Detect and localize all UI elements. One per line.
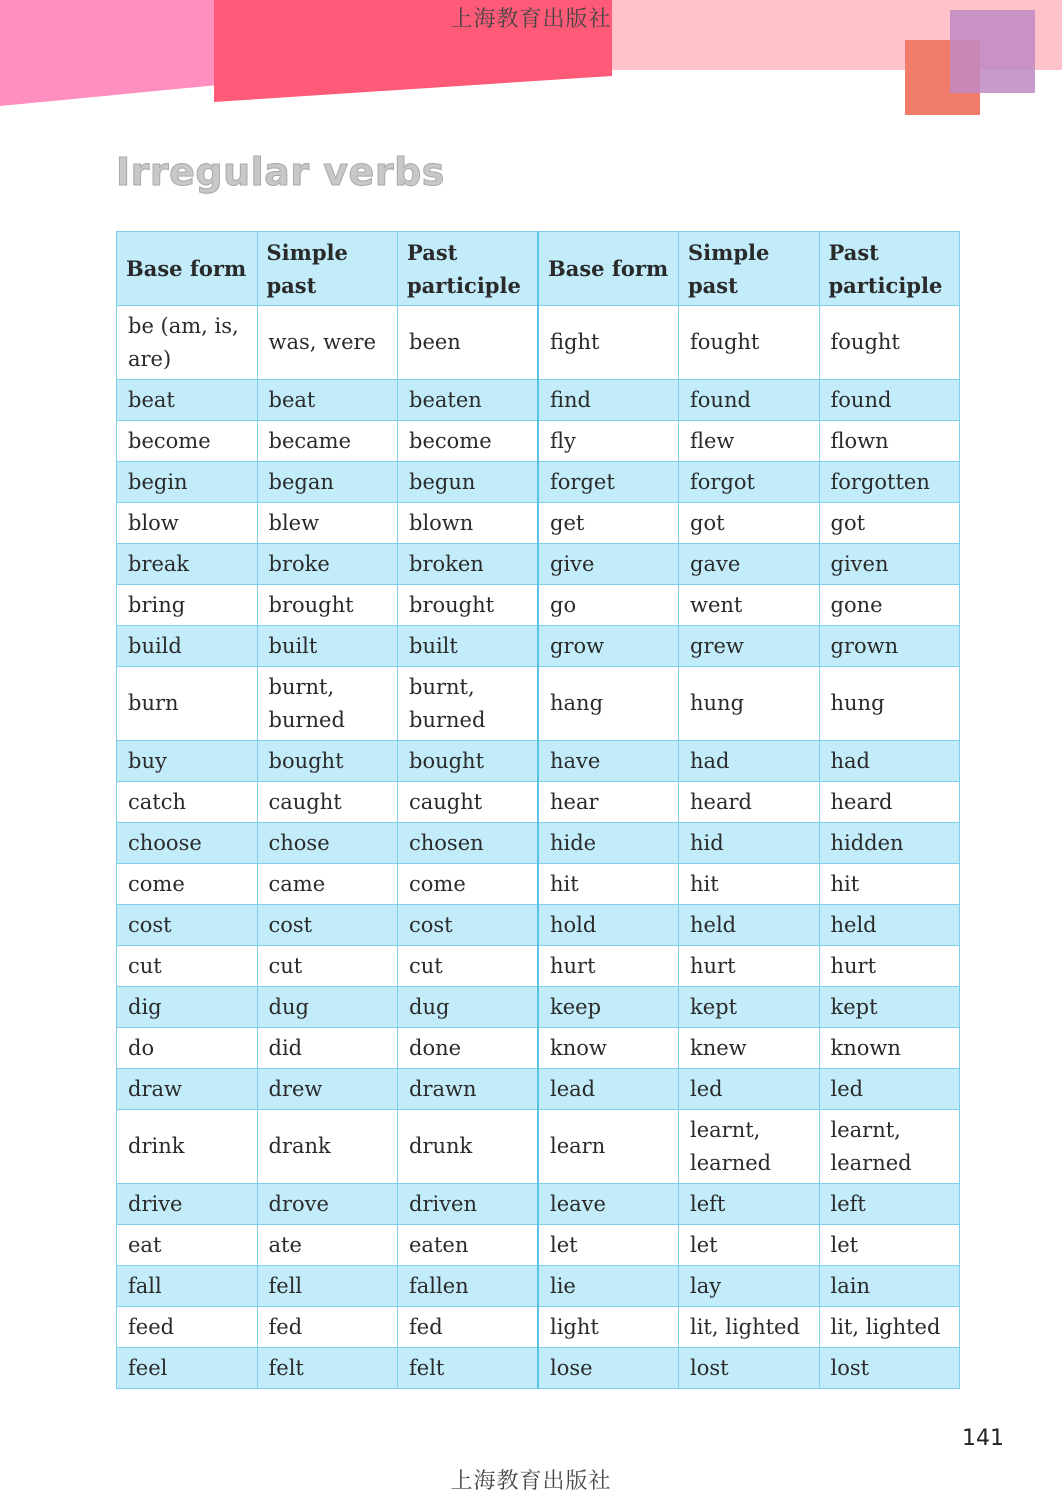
table-cell: cut	[257, 946, 398, 987]
table-cell: lit, lighted	[819, 1307, 960, 1348]
table-cell: ate	[257, 1225, 398, 1266]
table-cell: burn	[117, 667, 258, 741]
page-number: 141	[962, 1426, 1004, 1451]
table-cell: hit	[819, 864, 960, 905]
table-row	[117, 585, 960, 626]
table-cell: felt	[257, 1348, 398, 1389]
table-cell: drink	[117, 1110, 258, 1184]
table-cell: chosen	[398, 823, 539, 864]
table-row	[117, 905, 960, 946]
header-past-participle-2: Past participle	[819, 232, 960, 306]
table-cell: choose	[117, 823, 258, 864]
table-cell: fall	[117, 1266, 258, 1307]
table-row	[117, 380, 960, 421]
table-cell: became	[257, 421, 398, 462]
header-simple-past: Simple past	[257, 232, 398, 306]
table-row	[117, 1307, 960, 1348]
table-cell: fought	[819, 306, 960, 380]
table-cell: cut	[117, 946, 258, 987]
table-cell: done	[398, 1028, 539, 1069]
table-cell: beaten	[398, 380, 539, 421]
table-row	[117, 626, 960, 667]
table-cell: fly	[538, 421, 679, 462]
table-cell: do	[117, 1028, 258, 1069]
table-cell: hit	[679, 864, 820, 905]
table-row	[117, 987, 960, 1028]
table-cell: broken	[398, 544, 539, 585]
table-cell: drive	[117, 1184, 258, 1225]
table-cell: build	[117, 626, 258, 667]
publisher-watermark-top: 上海教育出版社	[450, 7, 612, 32]
table-cell: grew	[679, 626, 820, 667]
irregular-verbs-table	[116, 231, 960, 1389]
table-cell: beat	[257, 380, 398, 421]
table-cell: hung	[679, 667, 820, 741]
table-cell: eat	[117, 1225, 258, 1266]
table-cell: feel	[117, 1348, 258, 1389]
table-cell: hurt	[679, 946, 820, 987]
table-cell: let	[679, 1225, 820, 1266]
table-cell: learn	[538, 1110, 679, 1184]
table-cell: drank	[257, 1110, 398, 1184]
table-cell: led	[679, 1069, 820, 1110]
table-cell: dug	[398, 987, 539, 1028]
table-cell: give	[538, 544, 679, 585]
table-cell: bring	[117, 585, 258, 626]
table-row	[117, 667, 960, 741]
table-cell: flew	[679, 421, 820, 462]
publisher-watermark-bottom: 上海教育出版社	[450, 1469, 612, 1494]
table-cell: brought	[257, 585, 398, 626]
table-cell: hold	[538, 905, 679, 946]
table-cell: leave	[538, 1184, 679, 1225]
table-cell: fallen	[398, 1266, 539, 1307]
header-base-form-2: Base form	[538, 232, 679, 306]
table-cell: lost	[819, 1348, 960, 1389]
table-cell: blown	[398, 503, 539, 544]
table-cell: fed	[398, 1307, 539, 1348]
table-cell: caught	[257, 782, 398, 823]
table-cell: lay	[679, 1266, 820, 1307]
table-body	[117, 306, 960, 1389]
table-cell: dig	[117, 987, 258, 1028]
table-cell: had	[819, 741, 960, 782]
table-cell: dug	[257, 987, 398, 1028]
table-row	[117, 1225, 960, 1266]
table-cell: let	[819, 1225, 960, 1266]
table-cell: hang	[538, 667, 679, 741]
table-cell: bought	[398, 741, 539, 782]
table-cell: built	[257, 626, 398, 667]
table-cell: came	[257, 864, 398, 905]
table-cell: built	[398, 626, 539, 667]
table-row	[117, 946, 960, 987]
table-cell: lead	[538, 1069, 679, 1110]
table-cell: let	[538, 1225, 679, 1266]
table-cell: lie	[538, 1266, 679, 1307]
table-cell: catch	[117, 782, 258, 823]
table-cell: fell	[257, 1266, 398, 1307]
table-cell: lose	[538, 1348, 679, 1389]
page-title: Irregular verbs	[116, 150, 445, 194]
table-cell: went	[679, 585, 820, 626]
header-base-form: Base form	[117, 232, 258, 306]
table-cell: given	[819, 544, 960, 585]
table-cell: found	[819, 380, 960, 421]
table-cell: drawn	[398, 1069, 539, 1110]
table-row	[117, 1184, 960, 1225]
table-cell: led	[819, 1069, 960, 1110]
table-cell: feed	[117, 1307, 258, 1348]
table-row	[117, 823, 960, 864]
header-past-participle: Past participle	[398, 232, 539, 306]
table-cell: was, were	[257, 306, 398, 380]
table-cell: hung	[819, 667, 960, 741]
header-simple-past-2: Simple past	[679, 232, 820, 306]
table-cell: keep	[538, 987, 679, 1028]
table-cell: had	[679, 741, 820, 782]
table-cell: caught	[398, 782, 539, 823]
table-cell: did	[257, 1028, 398, 1069]
table-cell: lain	[819, 1266, 960, 1307]
table-cell: buy	[117, 741, 258, 782]
table-cell: lost	[679, 1348, 820, 1389]
table-cell: blew	[257, 503, 398, 544]
table-cell: fight	[538, 306, 679, 380]
table-header-row	[117, 232, 960, 306]
table-row	[117, 421, 960, 462]
table-row	[117, 1110, 960, 1184]
table-cell: gave	[679, 544, 820, 585]
table-cell: beat	[117, 380, 258, 421]
table-cell: find	[538, 380, 679, 421]
table-cell: hide	[538, 823, 679, 864]
table-cell: fought	[679, 306, 820, 380]
table-cell: get	[538, 503, 679, 544]
table-cell: flown	[819, 421, 960, 462]
table-cell: cost	[257, 905, 398, 946]
table-cell: held	[679, 905, 820, 946]
table-cell: break	[117, 544, 258, 585]
table-cell: cut	[398, 946, 539, 987]
table-cell: forgotten	[819, 462, 960, 503]
table-cell: been	[398, 306, 539, 380]
table-cell: grow	[538, 626, 679, 667]
table-cell: cost	[117, 905, 258, 946]
table-cell: got	[819, 503, 960, 544]
table-row	[117, 741, 960, 782]
table-cell: found	[679, 380, 820, 421]
table-cell: kept	[819, 987, 960, 1028]
table-row	[117, 544, 960, 585]
table-row	[117, 782, 960, 823]
table-row	[117, 1069, 960, 1110]
table-cell: know	[538, 1028, 679, 1069]
table-cell: learnt, learned	[679, 1110, 820, 1184]
table-cell: become	[117, 421, 258, 462]
table-row	[117, 503, 960, 544]
table-row	[117, 462, 960, 503]
table-cell: light	[538, 1307, 679, 1348]
table-cell: blow	[117, 503, 258, 544]
table-cell: fed	[257, 1307, 398, 1348]
table-cell: forgot	[679, 462, 820, 503]
table-cell: draw	[117, 1069, 258, 1110]
table-cell: come	[398, 864, 539, 905]
table-cell: hit	[538, 864, 679, 905]
table-cell: go	[538, 585, 679, 626]
table-cell: chose	[257, 823, 398, 864]
table-cell: broke	[257, 544, 398, 585]
table-cell: burnt, burned	[257, 667, 398, 741]
table-cell: cost	[398, 905, 539, 946]
table-cell: known	[819, 1028, 960, 1069]
table-row	[117, 306, 960, 380]
table-cell: driven	[398, 1184, 539, 1225]
table-cell: burnt, burned	[398, 667, 539, 741]
table-cell: be (am, is, are)	[117, 306, 258, 380]
table-cell: hid	[679, 823, 820, 864]
table-cell: felt	[398, 1348, 539, 1389]
table-cell: hear	[538, 782, 679, 823]
table-row	[117, 864, 960, 905]
table-cell: forget	[538, 462, 679, 503]
table-cell: drove	[257, 1184, 398, 1225]
table-cell: drew	[257, 1069, 398, 1110]
table-cell: bought	[257, 741, 398, 782]
table-cell: knew	[679, 1028, 820, 1069]
table-cell: begin	[117, 462, 258, 503]
table-cell: hurt	[538, 946, 679, 987]
table-cell: brought	[398, 585, 539, 626]
table-cell: began	[257, 462, 398, 503]
table-cell: heard	[679, 782, 820, 823]
table-cell: become	[398, 421, 539, 462]
table-cell: kept	[679, 987, 820, 1028]
table-cell: hidden	[819, 823, 960, 864]
table-cell: eaten	[398, 1225, 539, 1266]
table-cell: grown	[819, 626, 960, 667]
table-cell: begun	[398, 462, 539, 503]
table-cell: hurt	[819, 946, 960, 987]
table-row	[117, 1348, 960, 1389]
table-row	[117, 1028, 960, 1069]
table-cell: lit, lighted	[679, 1307, 820, 1348]
table-cell: drunk	[398, 1110, 539, 1184]
table-cell: left	[679, 1184, 820, 1225]
table-cell: held	[819, 905, 960, 946]
table-cell: learnt, learned	[819, 1110, 960, 1184]
table-row	[117, 1266, 960, 1307]
table-cell: got	[679, 503, 820, 544]
table-cell: heard	[819, 782, 960, 823]
table-cell: gone	[819, 585, 960, 626]
table-cell: have	[538, 741, 679, 782]
table-cell: come	[117, 864, 258, 905]
table-cell: left	[819, 1184, 960, 1225]
